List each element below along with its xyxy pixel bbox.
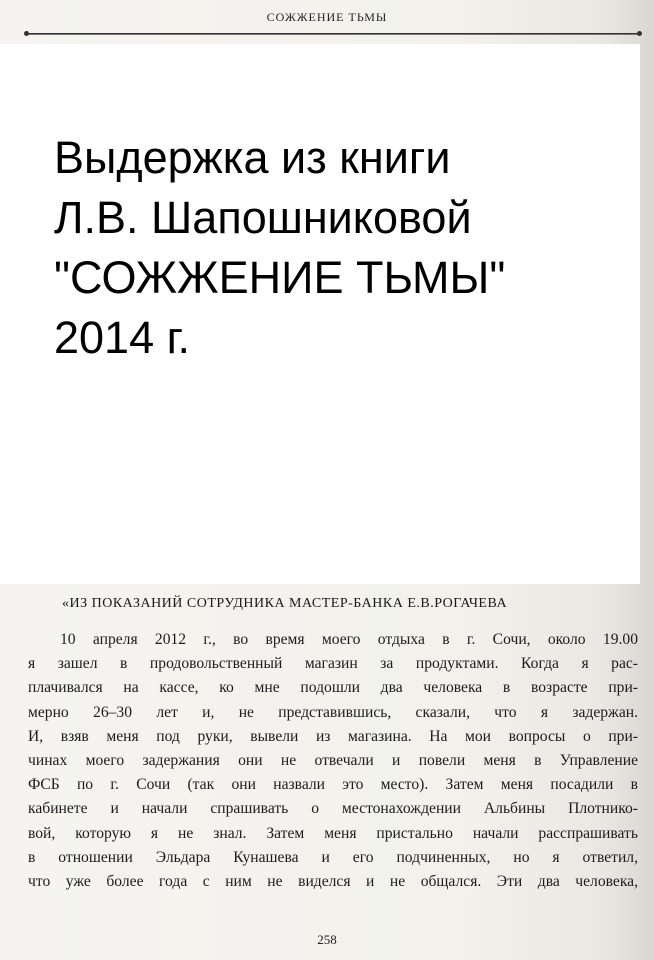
body-line: в отношении Эльдара Кунашева и его подчиненных, но я ответил, xyxy=(28,848,638,866)
body-line: чинах моего задержания они не отвечали и повели меня в Управление xyxy=(28,751,638,769)
overlay-title-line: Л.В. Шапошниковой xyxy=(54,192,472,243)
body-line: я зашел в продовольственный магазин за продуктами. Когда я рас- xyxy=(28,655,638,673)
body-line: плачивался на кассе, ко мне подошли два человека в возрасте при- xyxy=(28,679,638,697)
body-line: ФСБ по г. Сочи (так они назвали это место). Затем меня посадили в xyxy=(28,776,638,794)
overlay-title xyxy=(54,128,634,368)
overlay-title-line: "СОЖЖЕНИЕ ТЬМЫ" xyxy=(54,252,506,303)
body-line: вой, которую я не знал. Затем меня пристально начали расспрашивать xyxy=(28,824,638,842)
page-number: 258 xyxy=(317,932,337,947)
body-line: кабинете и начали спрашивать о местонахождении Альбины Плотнико- xyxy=(28,800,638,818)
body-line: 10 апреля 2012 г., во время моего отдыха в г. Сочи, около 19.00 xyxy=(60,631,638,648)
header-rule xyxy=(28,33,638,35)
title-overlay-panel xyxy=(0,44,640,584)
overlay-title-line: 2014 г. xyxy=(54,312,191,363)
section-title: «ИЗ ПОКАЗАНИЙ СОТРУДНИКА МАСТЕР-БАНКА Е.В.РОГАЧЕВА xyxy=(62,596,508,611)
body-line: мерно 26–30 лет и, не представившись, сказали, что я задержан. xyxy=(28,703,638,721)
body-line: что уже более года с ним не виделся и не общался. Эти два человека, xyxy=(28,872,638,890)
body-text xyxy=(28,628,638,894)
body-line: И, взяв меня под руки, вывели из магазина. На мои вопросы о при- xyxy=(28,727,638,745)
running-head: СОЖЖЕНИЕ ТЬМЫ xyxy=(266,10,388,24)
overlay-title-line: Выдержка из книги xyxy=(54,132,451,183)
